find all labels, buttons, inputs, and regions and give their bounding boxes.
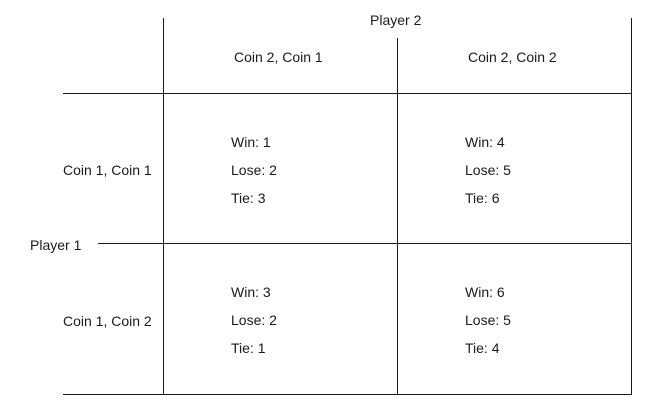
cell-r2c1-lose: Lose: 2	[231, 312, 277, 328]
row-header-coin1-coin1: Coin 1, Coin 1	[63, 162, 152, 178]
row-header-coin1-coin2: Coin 1, Coin 2	[63, 313, 152, 329]
grid-line-right	[631, 18, 632, 395]
grid-line-middle	[397, 38, 398, 395]
cell-r2c1-win: Win: 3	[231, 284, 271, 300]
cell-r1c1-win: Win: 1	[231, 134, 271, 150]
cell-r1c2-lose: Lose: 5	[465, 162, 511, 178]
cell-r1c2-tie: Tie: 6	[465, 190, 500, 206]
grid-line-bottom	[63, 394, 632, 395]
cell-r2c2-lose: Lose: 5	[465, 312, 511, 328]
cell-r1c2-win: Win: 4	[465, 134, 505, 150]
grid-line-center	[98, 243, 632, 244]
column-header-coin2-coin1: Coin 2, Coin 1	[234, 49, 323, 65]
cell-r2c2-win: Win: 6	[465, 284, 505, 300]
player-2-label: Player 2	[370, 12, 422, 28]
grid-line-left	[163, 18, 164, 395]
cell-r2c1-tie: Tie: 1	[231, 340, 266, 356]
grid-line-top	[63, 93, 632, 94]
cell-r1c1-tie: Tie: 3	[231, 190, 266, 206]
player-1-label: Player 1	[30, 237, 82, 253]
cell-r1c1-lose: Lose: 2	[231, 162, 277, 178]
cell-r2c2-tie: Tie: 4	[465, 340, 500, 356]
column-header-coin2-coin2: Coin 2, Coin 2	[468, 49, 557, 65]
